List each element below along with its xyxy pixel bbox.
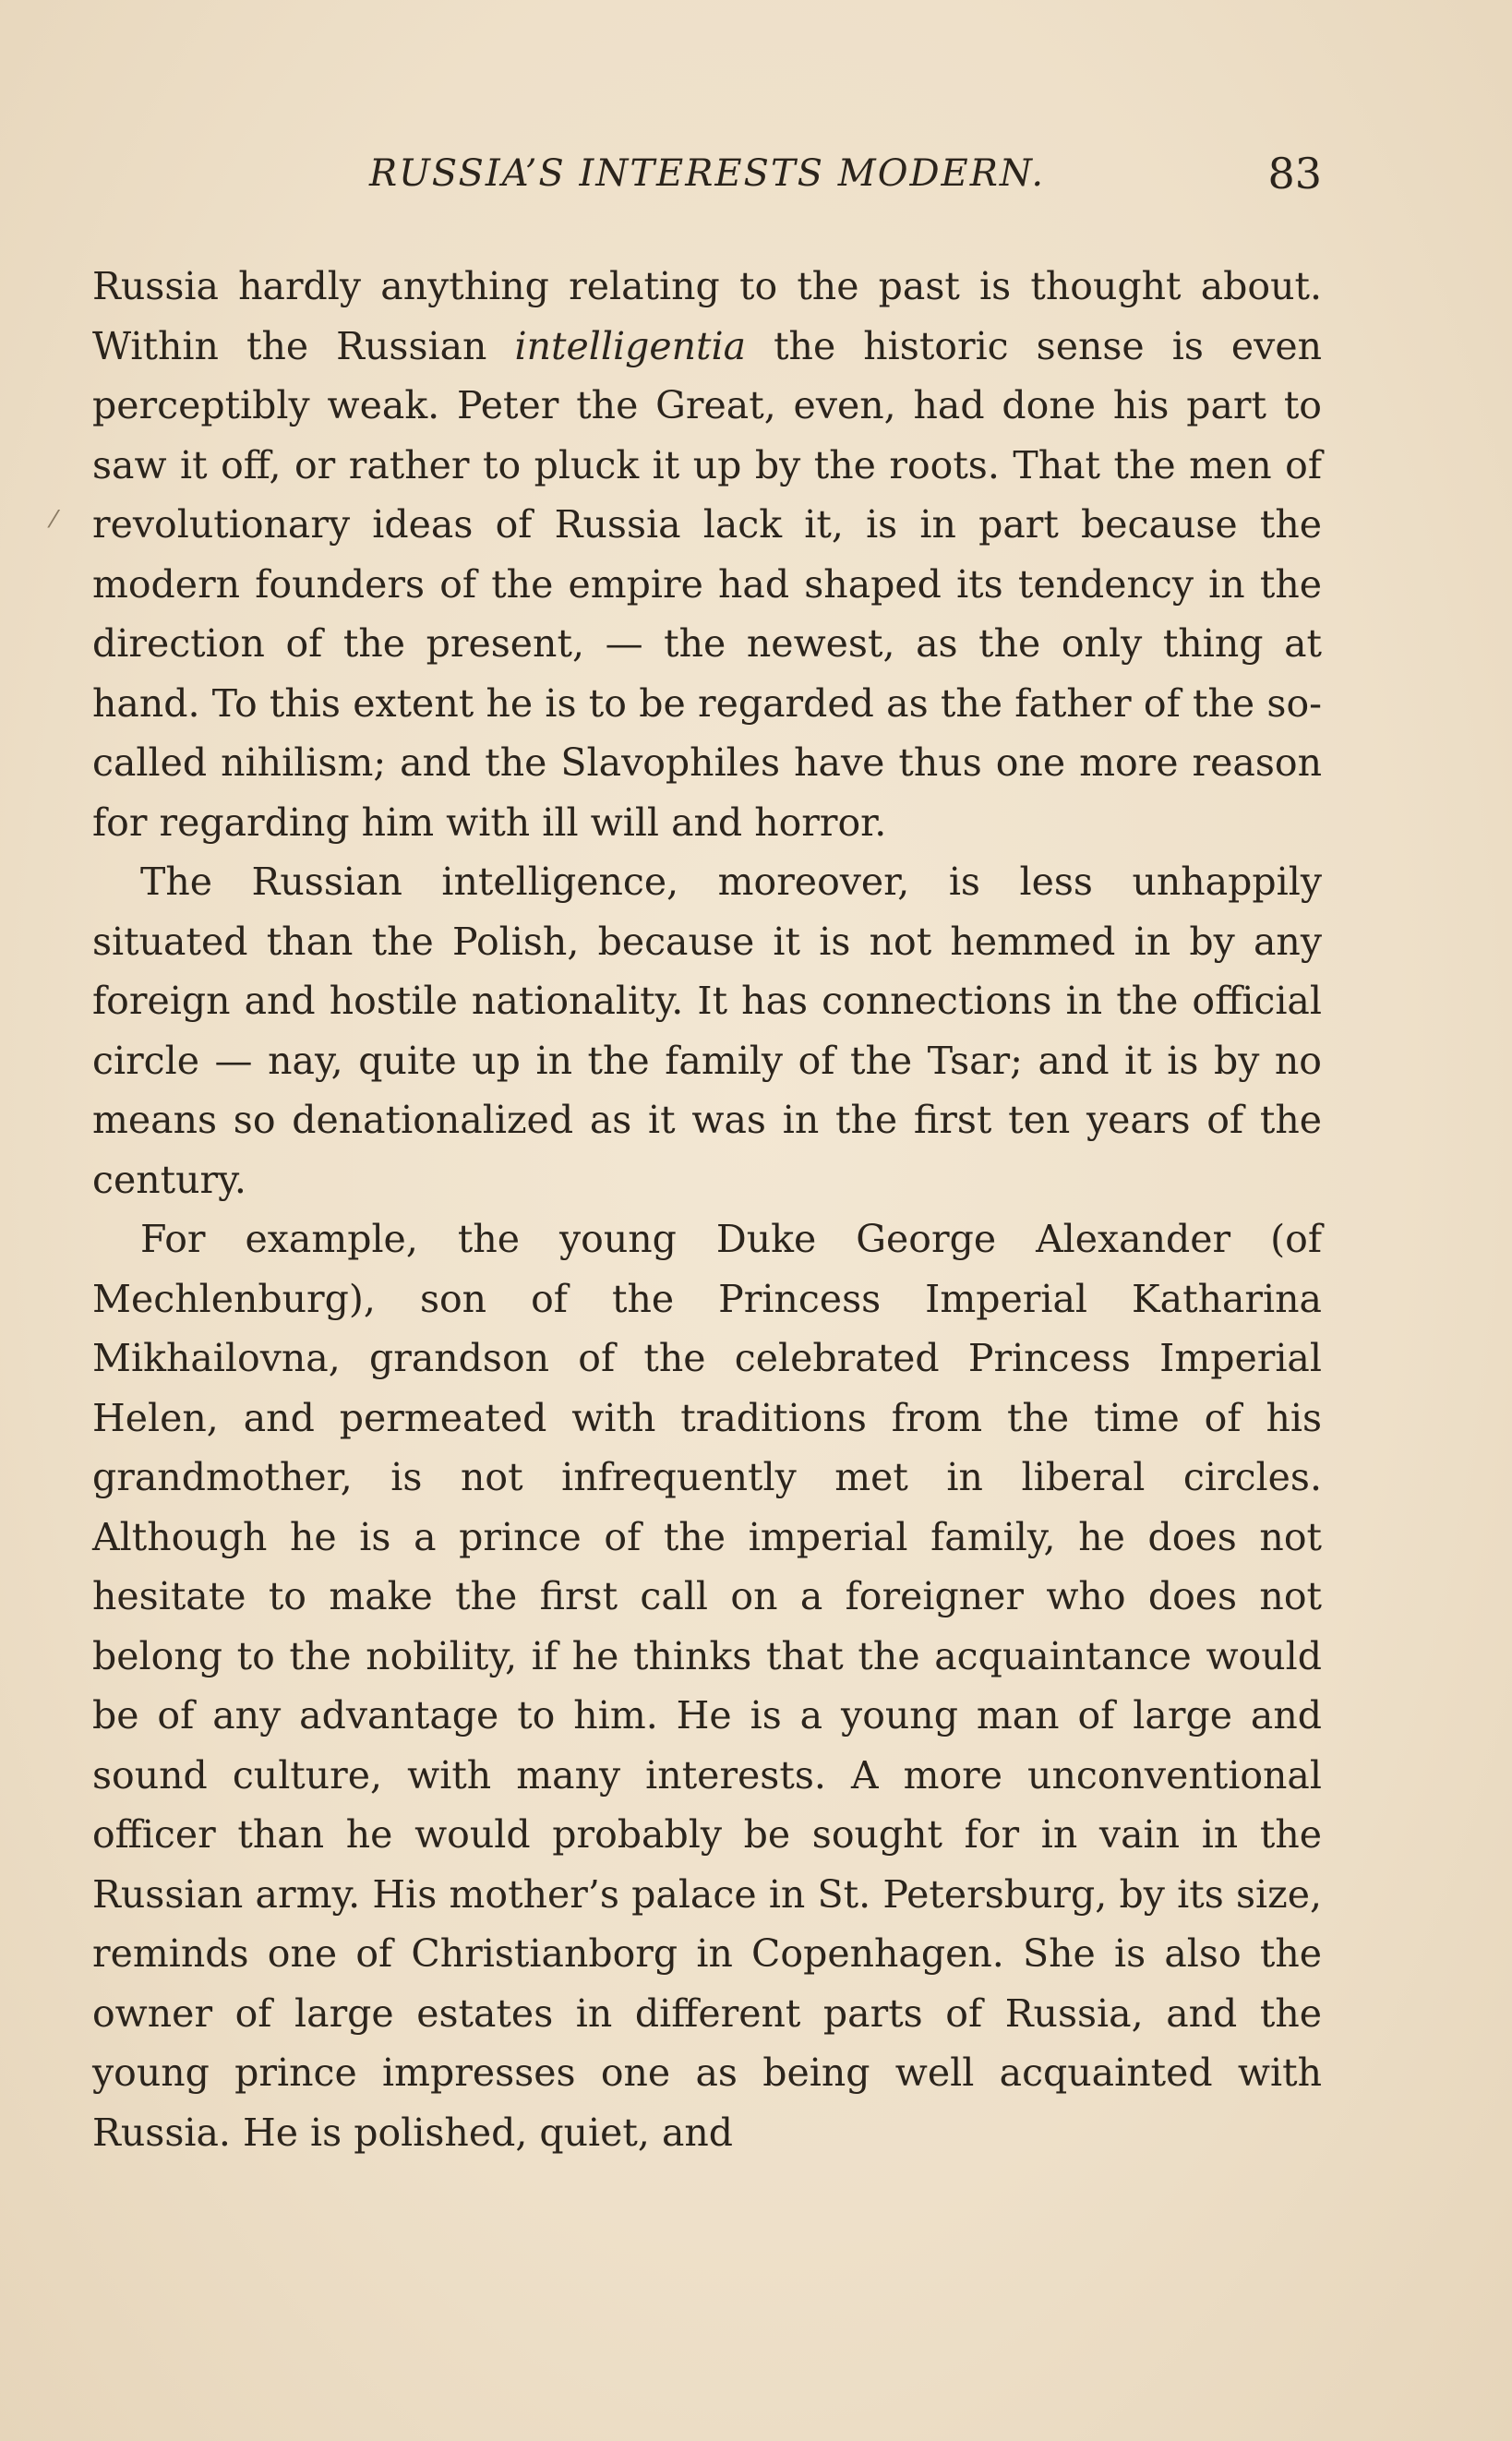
paragraph-2: The Russian intelligence, moreover, is less unhappily situated than the Polish, because it is not hemmed in by any foreign and hostile nationality. It has connections in the official circle — nay, quite up in the family of the Tsar; and it is by no means so denationalized as it was in the first ten years of the century. [92, 860, 1322, 1202]
paragraph-1-rest: the historic sense is even perceptibly weak. Peter the Great, even, had done his part to saw it off, or rather to pluck it up by the roots. That the men of revolutionary ideas of Russia lack it, is in part because the modern founders of the empire had shaped its tendency in the direction of the present, — the newest, as the only thing at hand. To this extent he is to be regarded as the father of the so-called nihilism; and the Slavophiles have thus one more reason for regarding him with ill will and horror. [92, 323, 1323, 845]
running-head-title: RUSSIA’S INTERESTS MODERN. [368, 152, 1046, 195]
page-number: 83 [1267, 149, 1322, 198]
paragraph-1 [92, 257, 1322, 852]
paragraph-3: For example, the young Duke George Alexander (of Mechlenburg), son of the Princess Imperial Katharina Mikhailovna, grandson of the celebrated Princess Imperial Helen, and permeated with traditions from the time of his grandmother, is not infrequently met in liberal circles. Although he is a prince of the imperial family, he does not hesitate to make the first call on a foreigner who does not belong to the nobility, if he thinks that the acquaintance would be of any advantage to him. He is a young man of large and sound culture, with many interests. A more unconventional officer than he would probably be sought for in vain in the Russian army. His mother’s palace in St. Petersburg, by its size, reminds one of Christianborg in Copenhagen. She is also the owner of large estates in different parts of Russia, and the young prince impresses one as being well acquainted with Russia. He is polished, quiet, and [92, 1217, 1322, 2155]
running-head [92, 146, 1322, 201]
emphasis-intelligentia: intelligentia [514, 323, 747, 368]
body-text [92, 257, 1322, 2162]
margin-mark: ⁄ [52, 506, 56, 534]
paragraph-1-start: Russia hardly anything relating to the past is thought about. Within the Russian [92, 264, 1322, 368]
